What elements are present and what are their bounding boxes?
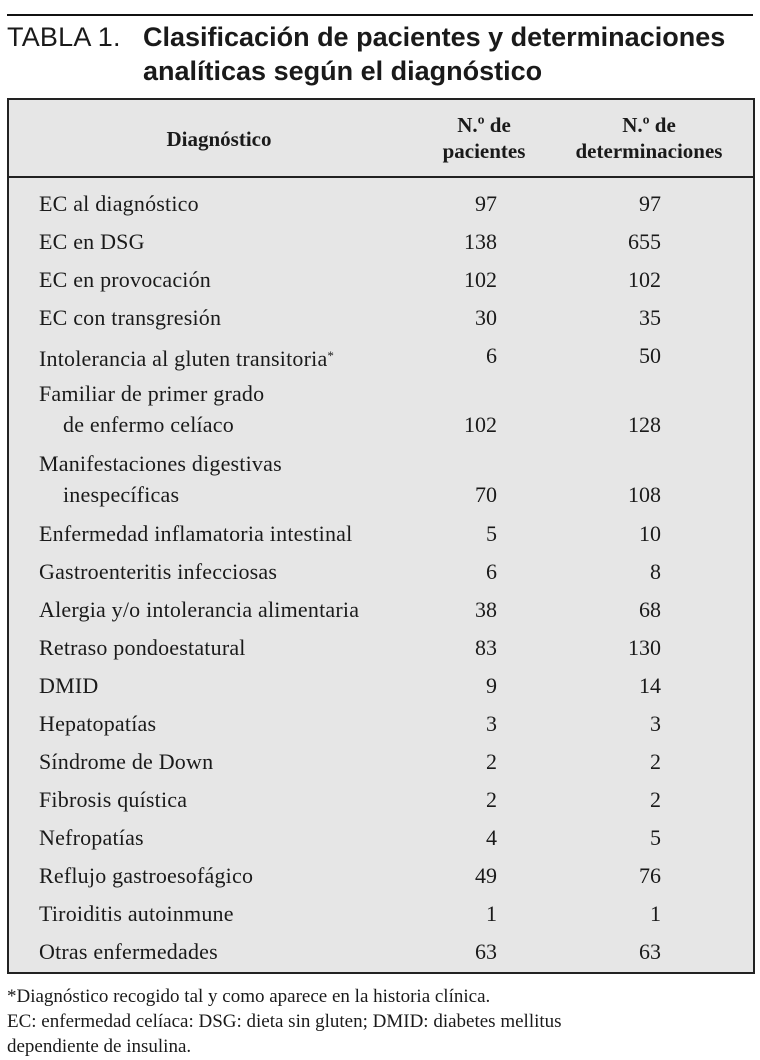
cell-diagnostico xyxy=(39,594,439,625)
footnote-line-1: *Diagnóstico recogido tal y como aparece en la historia clínica. xyxy=(7,986,491,1007)
cell-diagnostico xyxy=(39,518,439,549)
cell-diagnostico xyxy=(39,264,439,295)
cell-determinaciones: 63 xyxy=(639,939,661,964)
cell-determinaciones: 130 xyxy=(628,635,661,660)
cell-diagnostico xyxy=(39,708,439,739)
cell-pacientes: 6 xyxy=(486,559,497,584)
cell-diagnostico-line-1: Familiar de primer grado xyxy=(39,381,265,406)
cell-diagnostico-line-1: EC en DSG xyxy=(39,229,145,254)
header-determinaciones-line-2: determinaciones xyxy=(575,139,723,163)
cell-diagnostico-text xyxy=(39,556,439,587)
cell-diagnostico xyxy=(39,226,439,257)
cell-diagnostico xyxy=(39,670,439,701)
cell-diagnostico xyxy=(39,556,439,587)
cell-determinaciones: 76 xyxy=(639,863,661,888)
cell-determinaciones: 8 xyxy=(650,559,661,584)
cell-diagnostico-text xyxy=(39,746,439,777)
cell-diagnostico xyxy=(39,188,439,219)
cell-diagnostico-text xyxy=(39,264,439,295)
cell-diagnostico-text xyxy=(39,898,439,929)
cell-pacientes: 97 xyxy=(475,191,497,216)
cell-pacientes: 63 xyxy=(475,939,497,964)
cell-determinaciones: 35 xyxy=(639,305,661,330)
header-determinaciones-line-1: N.º de xyxy=(622,113,676,137)
cell-diagnostico-line-1: Intolerancia al gluten transitoria xyxy=(39,346,328,371)
cell-diagnostico xyxy=(39,632,439,663)
cell-pacientes: 102 xyxy=(464,412,497,437)
header-pacientes xyxy=(414,112,554,164)
table-footnotes xyxy=(7,984,753,1059)
cell-pacientes: 70 xyxy=(475,482,497,507)
cell-diagnostico-line-1: Tiroiditis autoinmune xyxy=(39,901,234,926)
cell-diagnostico-line-1: EC con transgresión xyxy=(39,305,222,330)
cell-diagnostico xyxy=(39,860,439,891)
cell-determinaciones: 2 xyxy=(650,787,661,812)
cell-determinaciones: 102 xyxy=(628,267,661,292)
cell-pacientes: 9 xyxy=(486,673,497,698)
cell-diagnostico-text xyxy=(39,632,439,663)
cell-determinaciones: 14 xyxy=(639,673,661,698)
cell-diagnostico-text xyxy=(39,518,439,549)
cell-pacientes: 5 xyxy=(486,521,497,546)
table-title-line-1: Clasificación de pacientes y determinaciones xyxy=(143,22,726,52)
cell-diagnostico xyxy=(39,898,439,929)
cell-diagnostico-line-1: EC en provocación xyxy=(39,267,212,292)
cell-diagnostico-line-1: EC al diagnóstico xyxy=(39,191,199,216)
cell-diagnostico-line-1: Manifestaciones digestivas xyxy=(39,451,282,476)
cell-diagnostico-line-1: Enfermedad inflamatoria intestinal xyxy=(39,521,353,546)
cell-determinaciones: 108 xyxy=(628,482,661,507)
cell-diagnostico-line-1: Otras enfermedades xyxy=(39,939,218,964)
cell-diagnostico-line-1: DMID xyxy=(39,673,99,698)
cell-diagnostico-text xyxy=(39,378,439,409)
cell-diagnostico-line-1: Alergia y/o intolerancia alimentaria xyxy=(39,597,360,622)
footnote-line-2: EC: enfermedad celíaca: DSG: dieta sin gluten; DMID: diabetes mellitus xyxy=(7,1011,562,1032)
cell-diagnostico-text xyxy=(39,188,439,219)
cell-diagnostico xyxy=(39,746,439,777)
cell-diagnostico-text xyxy=(39,302,439,333)
cell-determinaciones: 68 xyxy=(639,597,661,622)
cell-pacientes: 2 xyxy=(486,749,497,774)
cell-diagnostico-line-2: inespecíficas xyxy=(63,482,180,507)
cell-diagnostico xyxy=(39,822,439,853)
cell-diagnostico xyxy=(39,448,439,510)
table-label: TABLA 1. xyxy=(7,22,121,52)
cell-determinaciones: 50 xyxy=(639,343,661,368)
table-title xyxy=(143,20,753,88)
cell-diagnostico-text xyxy=(39,448,439,479)
header-determinaciones xyxy=(554,112,744,164)
cell-determinaciones: 3 xyxy=(650,711,661,736)
cell-diagnostico-text xyxy=(39,860,439,891)
footnote-line-3: dependiente de insulina. xyxy=(7,1036,192,1057)
cell-pacientes: 102 xyxy=(464,267,497,292)
cell-determinaciones: 655 xyxy=(628,229,661,254)
header-diagnostico-label: Diagnóstico xyxy=(166,127,272,151)
cell-diagnostico-text xyxy=(39,594,439,625)
cell-diagnostico xyxy=(39,784,439,815)
cell-diagnostico-line-1: Hepatopatías xyxy=(39,711,157,736)
cell-pacientes: 30 xyxy=(475,305,497,330)
cell-diagnostico-line-2: de enfermo celíaco xyxy=(63,412,234,437)
cell-pacientes: 6 xyxy=(486,343,497,368)
cell-determinaciones: 1 xyxy=(650,901,661,926)
cell-diagnostico xyxy=(39,340,439,374)
cell-pacientes: 1 xyxy=(486,901,497,926)
cell-diagnostico xyxy=(39,302,439,333)
cell-pacientes: 4 xyxy=(486,825,497,850)
top-rule xyxy=(7,14,753,16)
cell-determinaciones: 10 xyxy=(639,521,661,546)
cell-pacientes: 138 xyxy=(464,229,497,254)
table-title-line-2: analíticas según el diagnóstico xyxy=(143,56,543,86)
cell-diagnostico-text xyxy=(39,822,439,853)
cell-pacientes: 83 xyxy=(475,635,497,660)
cell-pacientes: 38 xyxy=(475,597,497,622)
header-pacientes-line-1: N.º de xyxy=(457,113,511,137)
cell-diagnostico-text xyxy=(39,670,439,701)
cell-diagnostico-text xyxy=(39,936,439,967)
cell-pacientes: 2 xyxy=(486,787,497,812)
cell-diagnostico-text xyxy=(39,340,439,374)
cell-diagnostico-text xyxy=(39,226,439,257)
cell-diagnostico-line-1: Síndrome de Down xyxy=(39,749,214,774)
header-diagnostico xyxy=(129,126,309,152)
cell-diagnostico xyxy=(39,378,439,440)
table-header xyxy=(9,100,753,178)
data-table xyxy=(7,98,755,974)
cell-diagnostico-line-1: Reflujo gastroesofágico xyxy=(39,863,254,888)
cell-determinaciones: 97 xyxy=(639,191,661,216)
cell-pacientes: 49 xyxy=(475,863,497,888)
footnote-marker: * xyxy=(327,348,335,363)
cell-diagnostico-text xyxy=(39,784,439,815)
cell-determinaciones: 2 xyxy=(650,749,661,774)
cell-determinaciones: 128 xyxy=(628,412,661,437)
cell-diagnostico-text xyxy=(39,708,439,739)
cell-diagnostico-line-1: Gastroenteritis infecciosas xyxy=(39,559,278,584)
cell-pacientes: 3 xyxy=(486,711,497,736)
cell-determinaciones: 5 xyxy=(650,825,661,850)
cell-diagnostico xyxy=(39,936,439,967)
cell-diagnostico-line-1: Retraso pondoestatural xyxy=(39,635,246,660)
cell-diagnostico-line-1: Fibrosis quística xyxy=(39,787,188,812)
cell-diagnostico-line-1: Nefropatías xyxy=(39,825,144,850)
header-pacientes-line-2: pacientes xyxy=(442,139,526,163)
